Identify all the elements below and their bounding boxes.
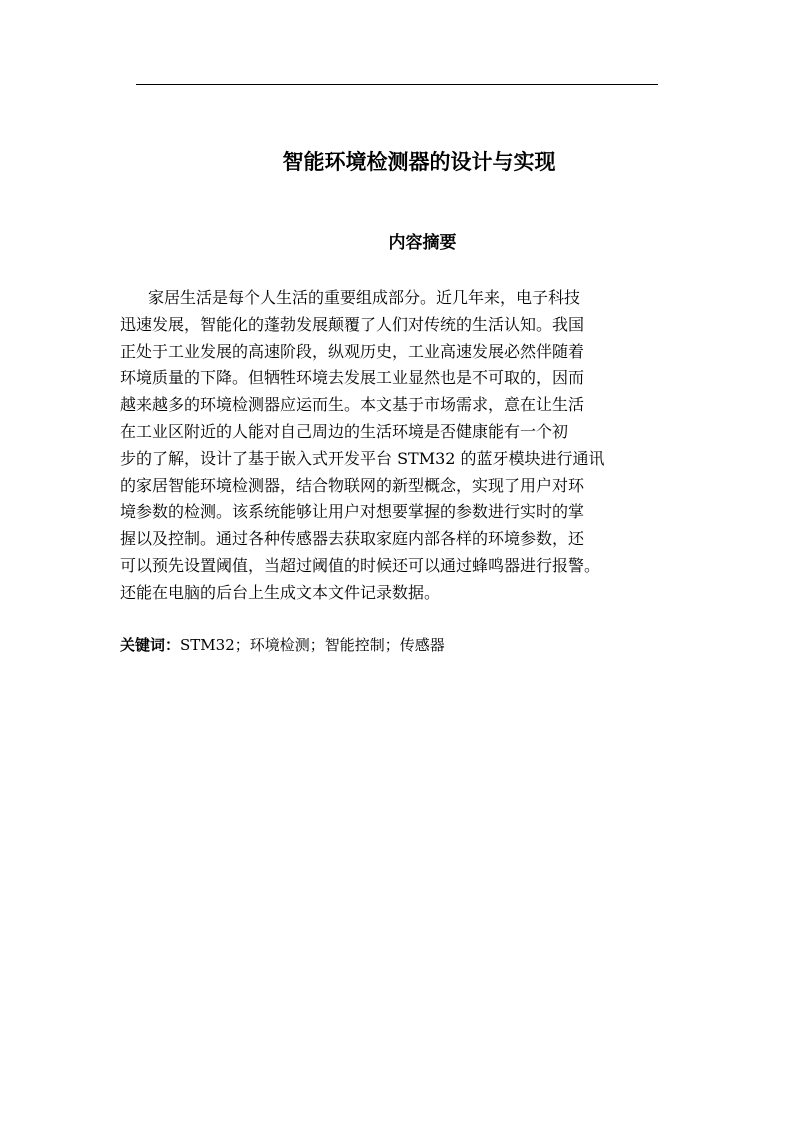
abstract-line: 的家居智能环境检测器，结合物联网的新型概念，实现了用户对环: [120, 475, 585, 495]
abstract-line: 可以预先设置阈值，当超过阈值的时候还可以通过蜂鸣器进行报警。: [120, 555, 601, 575]
header-rule: [136, 84, 658, 85]
abstract-heading: 内容摘要: [388, 233, 457, 253]
keywords-text: STM32；环境检测；智能控制；传感器: [180, 636, 445, 654]
abstract-line: 环境质量的下降。但牺牲环境去发展工业显然也是不可取的，因而: [120, 368, 585, 388]
abstract-line: 握以及控制。通过各种传感器去获取家庭内部各样的环境参数，还: [120, 529, 585, 549]
abstract-line: 迅速发展，智能化的蓬勃发展颠覆了人们对传统的生活认知。我国: [120, 314, 585, 334]
abstract-line: 家居生活是每个人生活的重要组成部分。近几年来，电子科技: [148, 288, 581, 307]
document-title: 智能环境检测器的设计与实现: [282, 150, 556, 174]
abstract-line: 越来越多的环境检测器应运而生。本文基于市场需求，意在让生活: [120, 395, 585, 415]
abstract-line: 还能在电脑的后台上生成文本文件记录数据。: [120, 582, 441, 602]
abstract-line: 境参数的检测。该系统能够让用户对想要掌握的参数进行实时的掌: [120, 502, 585, 522]
abstract-line: 正处于工业发展的高速阶段，纵观历史，工业高速发展必然伴随着: [120, 341, 585, 361]
keywords: [120, 632, 445, 658]
abstract-body: [120, 285, 680, 607]
keywords-label: 关键词：: [120, 636, 181, 654]
abstract-line: 步的了解，设计了基于嵌入式开发平台 STM32 的蓝牙模块进行通讯: [120, 448, 605, 468]
abstract-line: 在工业区附近的人能对自己周边的生活环境是否健康能有一个初: [120, 421, 569, 441]
